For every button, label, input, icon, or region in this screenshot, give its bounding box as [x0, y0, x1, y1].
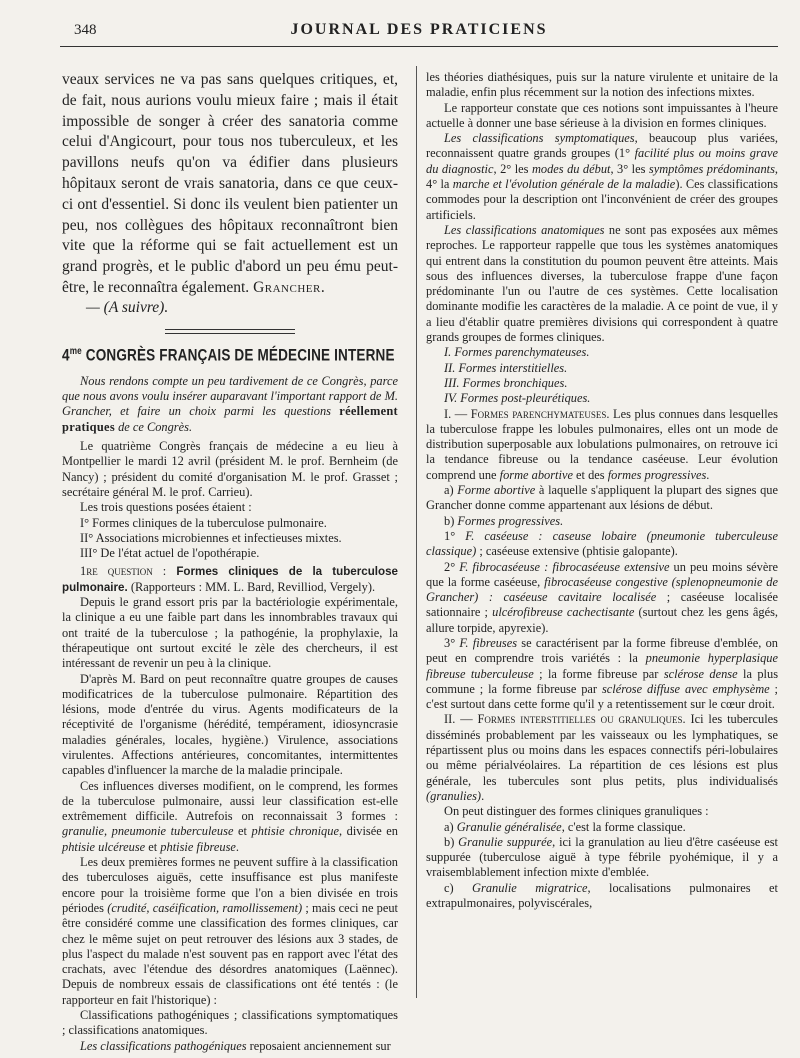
paragraph: I. — Formes parenchymateuses. Les plus connues dans lesquelles la tuberculose frappe les lobules pulmonaires, elles ont un mode de distribution superposable aux lobulations pulmonaires, on retrouve ici la tendance fibreuse ou la tendance caséeuse. Leur évolution comprend une forme abortive et des formes progressives. — [426, 406, 778, 482]
paragraph: les théories diathésiques, puis sur la nature virulente et unitaire de la maladie, enfin plus récemment sur la notion des infections mixtes. — [426, 70, 778, 100]
page-number: 348 — [74, 22, 97, 38]
page-header — [60, 20, 778, 47]
paragraph: Les deux premières formes ne peuvent suffire à la classification des tuberculoses aiguës, cette insuffisance est plus manifeste encore pour la troisième forme que l'on a bien divisée en trois périodes (crudité, caséification, ramollissement) ; mais ceci ne peut être considéré comme une classification des formes cliniques, car chez le même sujet on peut retrouver des lésions aux 3 stades, de plus l'aspect du malade n'est souvent pas en rapport avec l'état des crachats, avec l'étendue des désordres anatomiques (Laënnec). Depuis de nombreux essais de classifications ont été tentés : (le rapporteur en fait l'historique) : — [62, 855, 398, 1007]
paragraph: Les trois questions posées étaient : — [80, 500, 252, 515]
paragraph: 1° F. caséeuse : caseuse lobaire (pneumonie tuberculeuse classique) ; caséeuse extensive (phtisie galopante). — [426, 528, 778, 559]
question-heading: 1re question : Formes cliniques de la tuberculose pulmonaire. (Rapporteurs : MM. L. Bard, Revilliod, Vergely). — [62, 564, 398, 594]
paragraph: Le quatrième Congrès français de médecine a eu lieu à Montpellier le mardi 12 avril (président M. le prof. Bernheim (de Nancy) ; président du comité d'organisation M. le prof. Grasset ; secrétaire général M. le prof. Carrieu). — [62, 439, 398, 499]
to-be-continued: — (A suivre). — [86, 298, 169, 316]
paragraph: c) Granulie migratrice, localisations pulmonaires et extrapulmonaires, polyviscérales, — [426, 880, 778, 911]
paragraph: Les classifications symptomatiques, beaucoup plus variées, reconnaissent quatre grands groupes (1° facilité plus ou moins grave du diagnostic, 2° les modes du début, 3° les symptômes prédominants, 4° la marche et l'évolution générale de la maladie). Ces classifications commodes pour la description ont l'inconvénient de créer des groupes artificiels. — [426, 131, 779, 222]
paragraph: Les classifications pathogéniques reposaient anciennement sur — [80, 1038, 391, 1053]
paragraph: 2° F. fibrocaséeuse : fibrocaséeuse extensive un peu moins sévère que la forme caséeuse, fibrocaséeuse congestive (splenopneumonie de Grancher) : caséeuse cavitaire localisée ; caséeuse localisée sationnaire ; ulcérofibreuse cachectisante (surtout chez les gens âgés, allure torpide, apyrexie). — [426, 559, 779, 635]
journal-title: JOURNAL DES PRATICIENS — [290, 21, 548, 38]
signature: Grancher. — [253, 278, 326, 296]
form-list-item: II. Formes interstitielles. — [444, 360, 568, 375]
paragraph: D'après M. Bard on peut reconnaître quatre groupes de causes modificatrices de la tuberculose pulmonaire. Répartition des lésions, mode d'entrée du virus. Agents modificateurs de la réceptivité de l'organisme (hérédité, tempérament, idiosyncrasie maladies générales, locales, hygiène.) Virulence, associations virulentes. Affections antérieures, concomitantes, intermittentes capables d'influencer la marche de la maladie principale. — [62, 671, 398, 778]
question-item: III° De l'état actuel de l'opothérapie. — [80, 546, 260, 561]
paragraph: a) Granulie généralisée, c'est la forme classique. — [444, 819, 686, 834]
paragraph: a) Forme abortive à laquelle s'appliquent la plupart des signes que Grancher donne comme appartenant aux lésions de début. — [426, 483, 778, 513]
right-column — [426, 70, 778, 911]
paragraph: 3° F. fibreuses se caractérisent par la forme fibreuse d'emblée, on peut en comprendre trois variétés : la pneumonie hyperplasique fibreuse tuberculeuse ; la forme fibreuse par sclérose dense la plus commune ; la forme fibreuse par sclérose diffuse avec emphysème ; c'est surtout dans cette forme qu'il y a retentissement sur le cœur droit. — [426, 635, 779, 712]
form-list-item: I. Formes parenchymateuses. — [444, 345, 590, 360]
paragraph: Ces influences diverses modifient, on le comprend, les formes de la tuberculose pulmonaire, aussi leur classification est-elle extrêmement difficile. Autrefois on reconnaissait 3 formes : granulie, pneumonie tuberculeuse et phtisie chronique, divisée en phtisie ulcéreuse et phtisie fibreuse. — [62, 778, 398, 854]
question-item: II° Associations microbiennes et infectieuses mixtes. — [80, 530, 342, 545]
form-list-item: III. Formes bronchiques. — [444, 375, 568, 390]
paragraph: II. — Formes interstitielles ou granuliques. Ici les tubercules disséminés probablement par les vaisseaux ou les lymphatiques, se répartissent plus ou moins dans les espaces connectifs péri-lobulaires ou même périalvéolaires. La répartition de ces lésions est plus générale, les tubercules sont plus petits, plus individualisés (granulies). — [426, 712, 778, 803]
paragraph: b) Granulie suppurée, ici la granulation au lieu d'être caséeuse est suppurée (tuberculose aiguë à type fébrile pyohémique, il y a vraisemblablement infection mixte d'emblée. — [426, 834, 779, 880]
left-column — [62, 70, 398, 1054]
section-separator — [165, 329, 295, 334]
question-item: I° Formes cliniques de la tuberculose pulmonaire. — [80, 515, 327, 530]
intro-paragraph: Nous rendons compte un peu tardivement de ce Congrès, parce que nous avons voulu insérer auparavant l'important rapport de M. Grancher, et faire un choix parmi les questions réellement pratiques de ce Congrès. — [62, 373, 398, 434]
paragraph: Depuis le grand essort pris par la bactériologie expérimentale, la clinique a eu une faible part dans les innombrables travaux qui ont traité de la tuberculose ; la pathogénie, la prophylaxie, la thérapeutique ont surtout excité le zèle des chercheurs, il est intéressant de revenir un peu à la clinique. — [62, 595, 398, 671]
paragraph: On peut distinguer des formes cliniques granuliques : — [444, 804, 709, 819]
paragraph: Le rapporteur constate que ces notions sont impuissantes à l'heure actuelle à donner une base sérieuse à la division en formes cliniques. — [426, 100, 778, 130]
paragraph: Les classifications anatomiques ne sont pas exposées aux mêmes reproches. Le rapporteur rappelle que tous les systèmes anatomiques qui entrent dans la constitution du poumon peuvent être atteints. Mais sous des influences diverses, la tuberculose frappe d'une façon prédominante l'un ou l'autre de ces systèmes. Cette localisation dominante modifie les caractères de la maladie. A ce point de vue, il y a lieu d'établir quatre premières divisions qui correspondent à quatre grands groupes de formes cliniques. — [426, 222, 778, 345]
paragraph: b) Formes progressives. — [444, 513, 564, 528]
column-divider — [416, 66, 417, 998]
section-title: $4^{me}$ CONGRÈS FRANÇAIS DE MÉDECINE INTERNE — [62, 346, 395, 365]
form-list-item: IV. Formes post-pleurétiques. — [444, 391, 591, 406]
paragraph: Classifications pathogéniques ; classifications symptomatiques ; classifications anatomiques. — [62, 1008, 398, 1038]
continued-paragraph: veaux services ne va pas sans quelques critiques, et, de fait, nous aurions voulu mieux faire ; mais il était impossible de songer à créer des sanatoria comme celui d'Angicourt, pour tous nos tuberculeux, et les pavillons neufs qu'on va édifier dans plusieurs hôpitaux seront de vrais sanatoria, dans ce que ceux-ci ont d'essentiel. Si donc ils veulent bien patienter un peu, nos collègues des hôpitaux reconnaîtront bien vite que la réforme qui se fait actuellement est un grand progrès, et le public d'abord un peu ému peut-être, le reconnaîtra également. Grancher. — [62, 71, 398, 296]
